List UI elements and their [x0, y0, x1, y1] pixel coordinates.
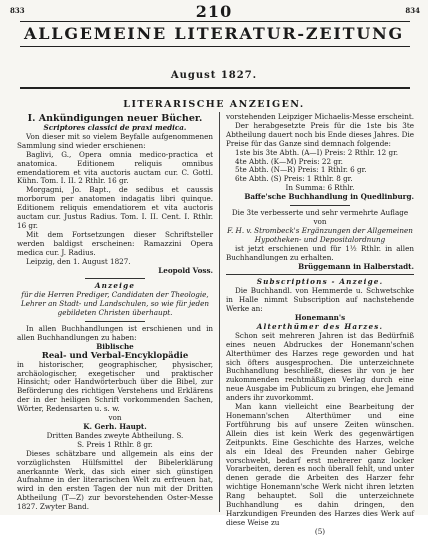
work-title-2: Alterthümer des Harzes.	[256, 321, 384, 331]
edition-note: Die 3te verbesserte und sehr vermehrte Auflage von	[231, 208, 409, 226]
subscription-title: Subscriptions - Anzeige.	[256, 277, 384, 287]
price-row-4: 6te Abth. (S) Preis: 1 Rthlr. 8 gr.	[235, 174, 353, 184]
entry-baglivi: Baglivi, G., Opera omnia medico-practica et anatomica. Editionem reliquis omnibus emendatiorem et vita auctoris auctam cur. C. Gottl. Kühn. Tom. I. II. 2 Rthlr. 16 gr.	[17, 149, 213, 186]
book-price: S. Preis 1 Rthlr. 8 gr.	[77, 439, 153, 449]
page-number-left: 833	[10, 6, 25, 15]
price-intro: Der herabgesetzte Preis für die 1ste bis 3te Abtheilung dauert noch bis Ende dieses Jahres. Die Preise für das Ganze sind demnach folgende:	[226, 120, 414, 148]
availability-text: In allen Buchhandlungen ist erschienen und in allen Buchhandlungen zu haben:	[17, 324, 213, 342]
work-title-1: Honemann's	[294, 313, 346, 323]
series-title: Scriptores classici de praxi medica.	[43, 123, 187, 132]
right-column	[226, 113, 414, 537]
section-title: LITERARISCHE ANZEIGEN.	[123, 99, 305, 110]
divider	[290, 205, 350, 206]
header-rule-bottom	[20, 87, 410, 89]
price-total: In Summa: 6 Rthlr.	[285, 183, 355, 193]
book-title-2: Real- und Verbal-Encyklopädie	[41, 350, 189, 361]
announcements-heading: I. Ankündigungen neuer Bücher.	[27, 113, 203, 124]
volume-info: Dritten Bandes zweyte Abtheilung. S.	[46, 430, 184, 440]
divider	[85, 278, 145, 279]
publisher-halberstadt: Brüggemann in Halberstadt.	[298, 261, 414, 271]
book-title-1: Biblische	[96, 341, 134, 351]
subscription-intro: Die Buchhandl. von Hemmerde u. Schwetschke in Halle nimmt Subscription auf nachstehende Werke an:	[226, 286, 414, 314]
price-row-1: 1ste bis 3te Abth. (A—I) Preis: 2 Rthlr. 12 gr.	[235, 147, 399, 157]
header-rule-mid	[20, 46, 410, 47]
entry-morgagni: Morgagni, Jo. Bapt., de sedibus et caussis morborum per anatomen indagatis libri quinque. Editionem reliquis emendatiorem et vita auctoris auctam cur. Justus Radius. Tom. I. II. Cent. I. Rthlr. 16 gr.	[17, 185, 213, 230]
publisher-quedlinburg: Baffe'sche Buchhandlung in Quedlinburg.	[244, 192, 414, 202]
newspaper-title: ALLGEMEINE LITERATUR-ZEITUNG	[24, 24, 404, 43]
work-description-2: Man kann vielleicht eine Bearbeitung der Honemann'schen Alterthümer und eine Fortführung bis auf unsere Zeiten wünschen. Allein dies ist kein Werk des gegenwärtigen Zeitpunkts. Eine Geschichte des Harzes, welche als ein Ideal des Freunden naher Gebirge vorschwebt, bedarf erst mehrerer ganz locker Vorarbeiten, deren es noch überall fehlt, und unter denen gerade die Arbeiten des Harzer fehr wichtige Honemann'sche Werk nicht ihren letzten Rang behauptet. Soll die unterzeichnete Buchhandlung es dahin dringen, den Harzkundigen Freunden des Harzes dies Werk auf diese Weise zu	[226, 402, 414, 527]
price-row-2: 4te Abth. (K—M) Preis: 22 gr.	[235, 156, 343, 166]
author-name: K. Gerh. Haupt.	[83, 422, 147, 431]
author-von: von	[108, 413, 122, 423]
strombeck-availability: ist jetzt erschienen und für 1½ Rthlr. in allen Buchhandlungen zu erhalten.	[226, 243, 414, 262]
place-date: Leipzig, den 1. August 1827.	[26, 256, 131, 266]
continuation-line: vorstehenden Leipziger Michaelis-Messe erscheint.	[226, 112, 415, 121]
left-column	[17, 113, 213, 512]
page-number-right: 834	[405, 6, 420, 15]
intro-text: Von dieser mit so vielem Beyfalle aufgenommenen Sammlung sind wieder erschienen:	[17, 131, 213, 150]
divider	[85, 321, 145, 322]
anzeige-text: für die Herren Prediger, Candidaten der Theologie, Lehrer an Stadt- und Landschulen, so wie für jeden gebildeten Christen überhaupt.	[21, 290, 209, 318]
issue-date: August 1827.	[170, 70, 258, 81]
continuation-note: Mit dem Fortsetzungen dieser Schriftsteller werden baldigst erscheinen: Ramazzini Opera medica cur. J. Radius.	[17, 229, 213, 257]
footer-mark: (5)	[314, 526, 326, 536]
strombeck-book: F. H. v. Strombeck's Ergänzungen der Allgemeinen Hypotheken- und Depositalordnung	[227, 225, 413, 244]
header-rule-top	[20, 21, 410, 22]
book-description: in historischer, geographischer, physischer, archäologischer, exegetischer und praktischer Hinsicht; oder Handwörterbuch über die Bibel, zur Beförderung des richtigen Verstehens und Erklärens der in der heiligen Schrift vorkommenden Sachen, Wörter, Redensarten u. s. w.	[17, 359, 213, 414]
closing-text: Dieses schätzbare und allgemein als eins der vorzüglichsten Hülfsmittel der Bibelerklärung anerkannte Werk, das sich einer sich günstigen Aufnahme in der literarischen Welt zu erfreuen hat, wird in den ersten Tagen der nun mit der Dritten Abtheilung (T—Z) zur bevorstehenden Oster-Messe 1827. Zwyter Band.	[17, 448, 213, 512]
work-description-1: Schon seit mehreren Jahren ist das Bedürfniß eines neuen Abdruckes der Honemann'schen Alterthümer des Harzes rege geworden und hat sich öfters ausgesprochen. Die unterzeichnete Buchhandlung beschließt, dieses ihr von je her zukommenden rechtmäßigen Verlag durch eine neue Ausgabe im Publicum zu bringen, ehe Jemand anders ihr zuvorkommt.	[226, 330, 415, 403]
signature: Leopold Voss.	[158, 265, 213, 275]
divider	[226, 274, 414, 275]
issue-number: 210	[195, 2, 233, 21]
anzeige-title: Anzeige	[94, 281, 136, 291]
price-row-3: 5te Abth. (N—R) Preis: 1 Rthlr. 6 gr.	[235, 165, 367, 175]
column-divider	[219, 112, 220, 512]
